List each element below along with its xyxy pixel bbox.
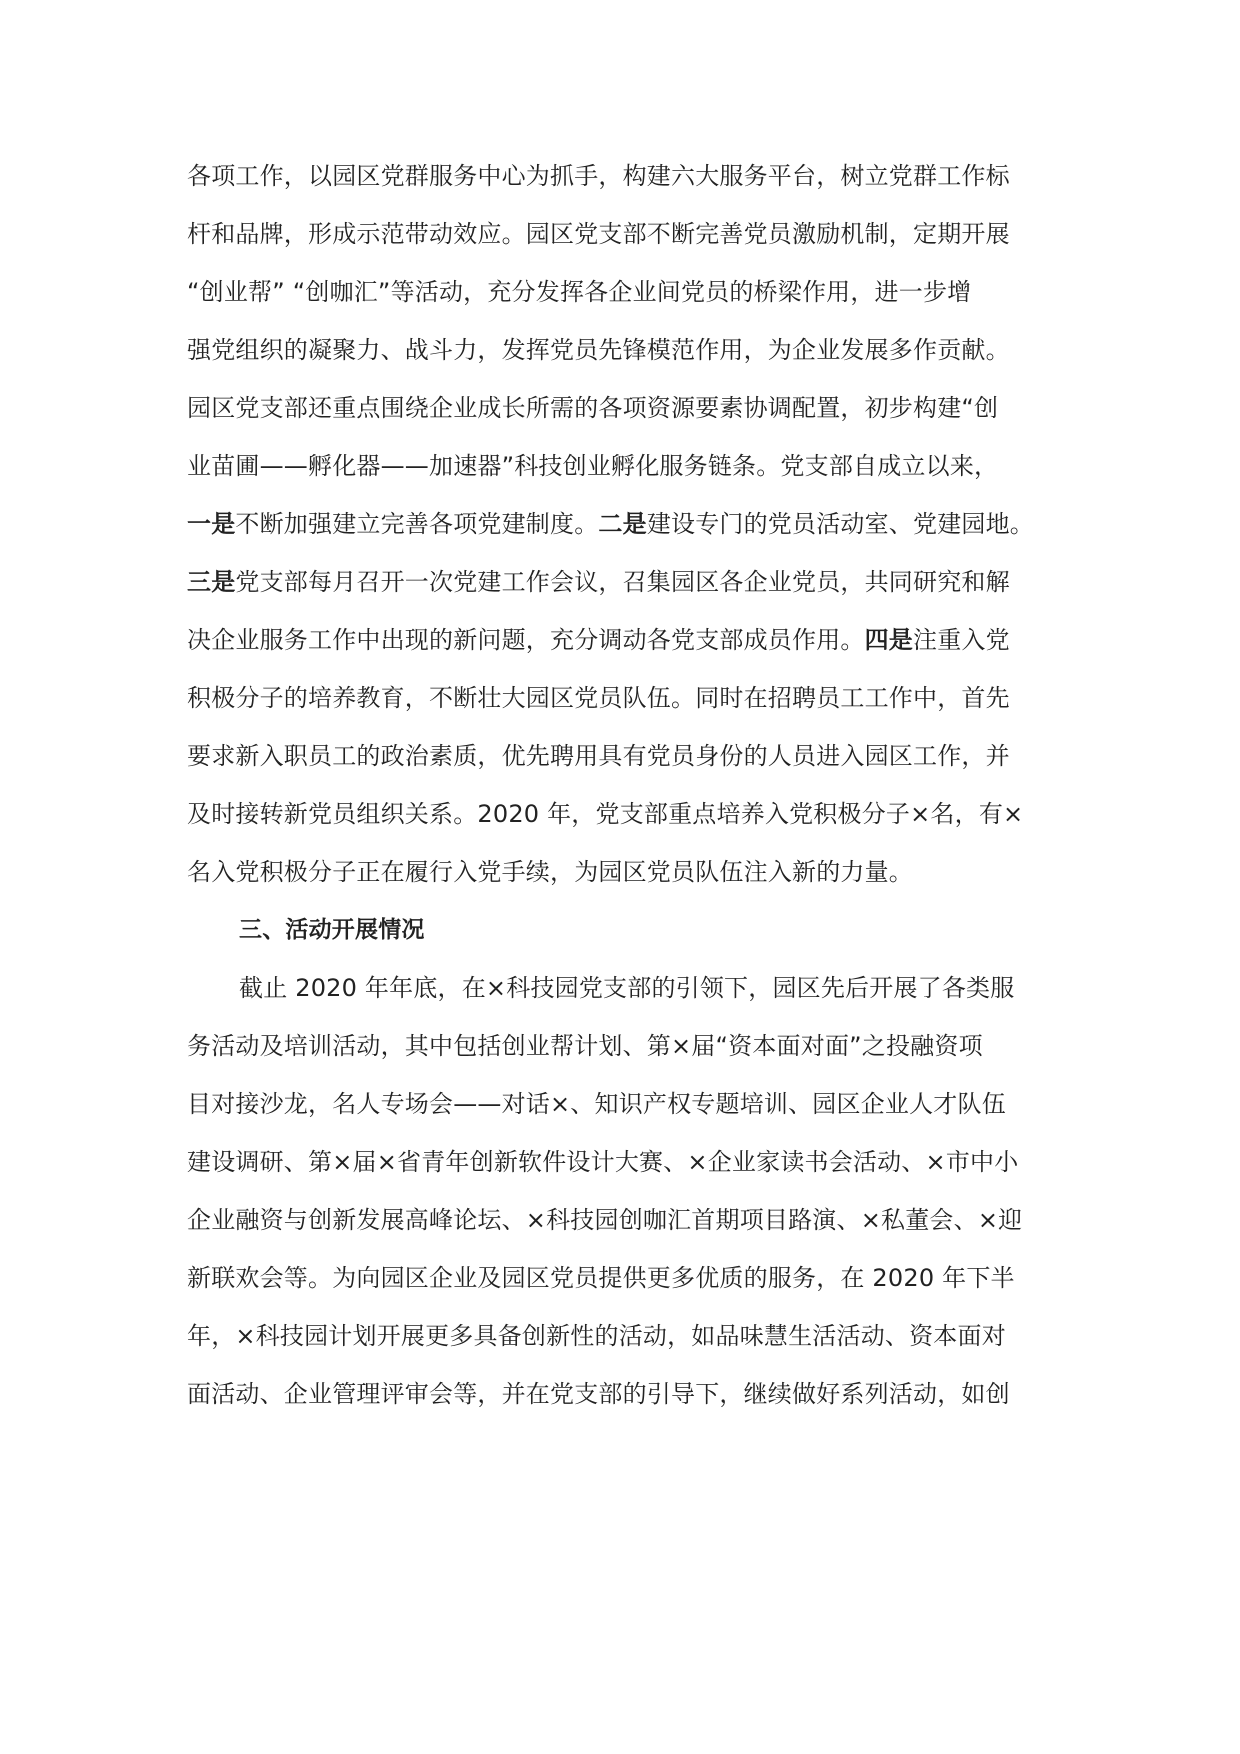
text-line	[187, 564, 1067, 600]
text-line	[187, 1376, 1067, 1412]
text-segment: 建设调研、第×届×省青年创新软件设计大赛、×企业家读书会活动、×市中小	[187, 1148, 1019, 1176]
section-heading: 三、活动开展情况	[239, 917, 425, 943]
text-line	[187, 158, 1067, 194]
text-segment: 新联欢会等。为向园区企业及园区党员提供更多优质的服务，在 2020 年下半	[187, 1264, 1015, 1292]
text-line	[187, 506, 1067, 542]
text-line	[187, 622, 1067, 658]
text-line	[187, 796, 1067, 832]
text-segment: 及时接转新党员组织关系。2020 年，党支部重点培养入党积极分子×名，有×	[187, 800, 1024, 828]
text-line	[187, 1318, 1067, 1354]
text-line	[187, 448, 1067, 484]
text-line	[187, 1144, 1067, 1180]
text-segment: 强党组织的凝聚力、战斗力，发挥党员先锋模范作用，为企业发展多作贡献。	[187, 336, 1010, 364]
text-segment: 建设专门的党员活动室、党建园地。	[646, 510, 1035, 538]
text-line	[187, 738, 1067, 774]
text-line	[187, 274, 1067, 310]
text-line	[187, 216, 1067, 252]
text-line	[187, 332, 1067, 368]
text-line	[187, 854, 1067, 890]
text-segment: 务活动及培训活动，其中包括创业帮计划、第×届“资本面对面”之投融资项	[187, 1032, 983, 1060]
bold-ordinal: 二是	[598, 510, 647, 538]
text-line	[187, 390, 1067, 426]
text-segment: 名入党积极分子正在履行入党手续，为园区党员队伍注入新的力量。	[187, 858, 913, 886]
text-segment: 园区党支部还重点围绕企业成长所需的各项资源要素协调配置，初步构建“创	[187, 394, 999, 422]
text-segment: 党支部每月召开一次党建工作会议，召集园区各企业党员，共同研究和解	[235, 568, 1010, 596]
text-segment: 要求新入职员工的政治素质，优先聘用具有党员身份的人员进入园区工作，并	[187, 742, 1010, 770]
text-line	[239, 970, 1119, 1006]
text-line	[187, 680, 1067, 716]
text-segment: 面活动、企业管理评审会等，并在党支部的引导下，继续做好系列活动，如创	[187, 1380, 1010, 1408]
text-segment: 业苗圃——孵化器——加速器”科技创业孵化服务链条。党支部自成立以来，	[187, 452, 999, 480]
bold-ordinal: 四是	[864, 626, 914, 654]
text-segment: 年，×科技园计划开展更多具备创新性的活动，如品味慧生活活动、资本面对	[187, 1322, 1006, 1350]
text-segment: 决企业服务工作中出现的新问题，充分调动各党支部成员作用。	[187, 626, 865, 654]
text-segment: 企业融资与创新发展高峰论坛、×科技园创咖汇首期项目路演、×私董会、×迎	[187, 1206, 1023, 1234]
bold-ordinal: 三是	[187, 568, 236, 596]
text-segment: 不断加强建立完善各项党建制度。	[235, 510, 599, 538]
text-segment: 各项工作，以园区党群服务中心为抓手，构建六大服务平台，树立党群工作标	[187, 162, 1010, 190]
text-line	[187, 1028, 1067, 1064]
text-line	[187, 1202, 1067, 1238]
text-segment: “创业帮” “创咖汇”等活动，充分发挥各企业间党员的桥梁作用，进一步增	[187, 278, 972, 306]
text-segment: 注重入党	[913, 626, 1010, 654]
text-line	[187, 1260, 1067, 1296]
text-line	[187, 1086, 1067, 1122]
text-segment: 杆和品牌，形成示范带动效应。园区党支部不断完善党员激励机制，定期开展	[187, 220, 1010, 248]
bold-ordinal: 一是	[187, 510, 236, 538]
text-segment: 截止 2020 年年底，在×科技园党支部的引领下，园区先后开展了各类服	[239, 974, 1015, 1002]
text-segment: 积极分子的培养教育，不断壮大园区党员队伍。同时在招聘员工工作中，首先	[187, 684, 1010, 712]
text-segment: 目对接沙龙，名人专场会——对话×、知识产权专题培训、园区企业人才队伍	[187, 1090, 1006, 1118]
